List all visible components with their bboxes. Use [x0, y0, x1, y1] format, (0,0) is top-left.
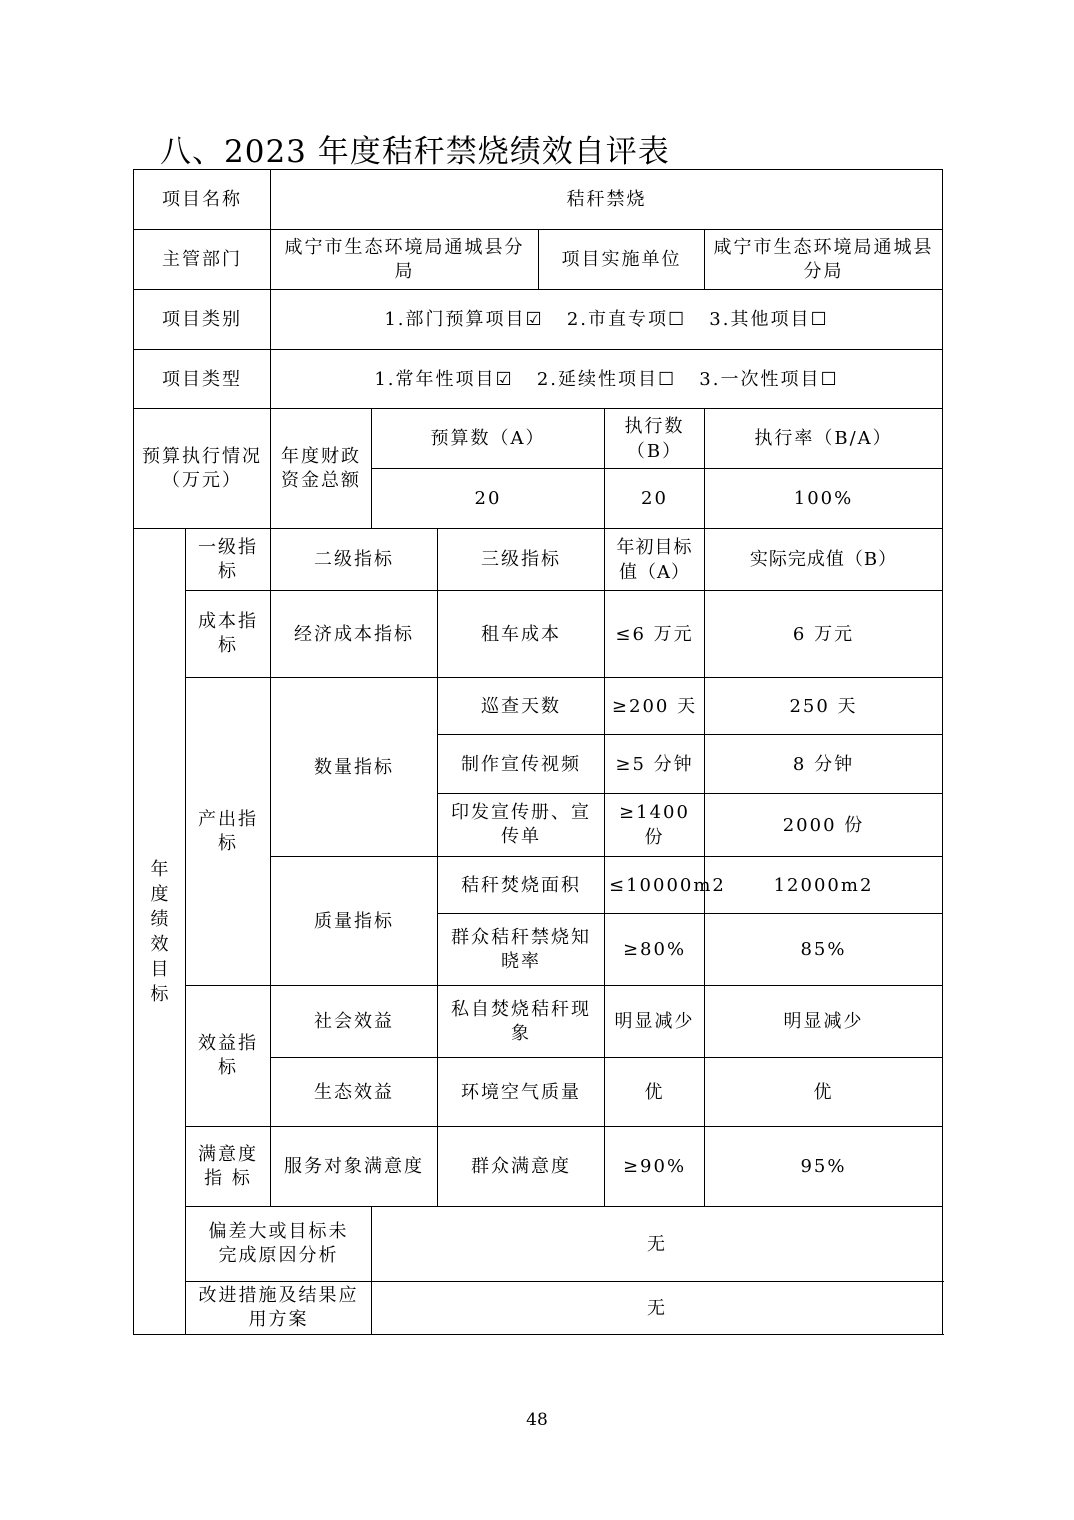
goals-side-label: [134, 529, 186, 1335]
benefit-level3: 环境空气质量: [438, 1058, 605, 1127]
dept-value: 咸宁市生态环境局通城县分局: [271, 230, 539, 290]
budget-col-b: 执行数（B）: [605, 409, 705, 469]
budget-col-rate: 执行率（B/A）: [705, 409, 943, 469]
benefit-level3: 私自焚烧秸秆现象: [438, 986, 605, 1058]
deviation-label: 偏差大或目标未完成原因分析: [186, 1207, 372, 1282]
goals-side-text: 年度绩效目标: [150, 858, 169, 1005]
unit-value: 咸宁市生态环境局通城县分局: [705, 230, 943, 290]
cost-level2: 经济成本指标: [271, 591, 438, 678]
header-actual: 实际完成值（B）: [705, 529, 943, 591]
budget-val-b: 20: [605, 469, 705, 529]
type-label: 项目类型: [134, 350, 271, 409]
quality-level3: 群众秸秆禁烧知晓率: [438, 914, 605, 986]
satisfaction-level2: 服务对象满意度: [271, 1127, 438, 1207]
output-level1: 产出指标: [186, 678, 271, 986]
page-number: 48: [526, 1410, 548, 1430]
budget-total-label: 年度财政资金总额: [271, 409, 372, 529]
quantity-target: ≥5 分钟: [605, 735, 705, 794]
category-label: 项目类别: [134, 290, 271, 350]
benefit-level2: 社会效益: [271, 986, 438, 1058]
project-name-label: 项目名称: [134, 170, 271, 230]
cost-level1: 成本指标: [186, 591, 271, 678]
quantity-level3: 制作宣传视频: [438, 735, 605, 794]
quality-actual: 12000m2: [705, 857, 943, 914]
quantity-level3: 印发宣传册、宣传单: [438, 794, 605, 857]
quantity-actual: 250 天: [705, 678, 943, 735]
project-name-value: 秸秆禁烧: [271, 170, 943, 230]
budget-val-rate: 100%: [705, 469, 943, 529]
satisfaction-level3: 群众满意度: [438, 1127, 605, 1207]
quantity-target: ≥1400 份: [605, 794, 705, 857]
satisfaction-actual: 95%: [705, 1127, 943, 1207]
benefit-level1: 效益指标: [186, 986, 271, 1127]
satisfaction-target: ≥90%: [605, 1127, 705, 1207]
header-level2: 二级指标: [271, 529, 438, 591]
cost-actual: 6 万元: [705, 591, 943, 678]
budget-label: 预算执行情况（万元）: [134, 409, 271, 529]
quantity-level3: 巡查天数: [438, 678, 605, 735]
quality-actual: 85%: [705, 914, 943, 986]
budget-col-a: 预算数（A）: [372, 409, 605, 469]
quality-level3: 秸秆焚烧面积: [438, 857, 605, 914]
dept-label: 主管部门: [134, 230, 271, 290]
category-value: 1.部门预算项目☑ 2.市直专项☐ 3.其他项目☐: [271, 290, 943, 350]
cost-target: ≤6 万元: [605, 591, 705, 678]
quality-target: ≤10000m2: [605, 857, 705, 914]
performance-table: [133, 169, 943, 1335]
page-title: 八、2023 年度秸秆禁烧绩效自评表: [160, 134, 670, 170]
quantity-level2: 数量指标: [271, 678, 438, 857]
benefit-target: 明显减少: [605, 986, 705, 1058]
budget-val-a: 20: [372, 469, 605, 529]
benefit-target: 优: [605, 1058, 705, 1127]
quality-level2: 质量指标: [271, 857, 438, 986]
deviation-value: 无: [372, 1207, 943, 1282]
header-target: 年初目标值（A）: [605, 529, 705, 591]
improvement-value: 无: [372, 1282, 943, 1335]
cost-level3: 租车成本: [438, 591, 605, 678]
header-level3: 三级指标: [438, 529, 605, 591]
quantity-actual: 2000 份: [705, 794, 943, 857]
quantity-target: ≥200 天: [605, 678, 705, 735]
quantity-actual: 8 分钟: [705, 735, 943, 794]
improvement-label: 改进措施及结果应用方案: [186, 1282, 372, 1335]
satisfaction-level1: 满意度指 标: [186, 1127, 271, 1207]
benefit-actual: 优: [705, 1058, 943, 1127]
unit-label: 项目实施单位: [539, 230, 705, 290]
benefit-actual: 明显减少: [705, 986, 943, 1058]
header-level1: 一级指标: [186, 529, 271, 591]
quality-target: ≥80%: [605, 914, 705, 986]
type-value: 1.常年性项目☑ 2.延续性项目☐ 3.一次性项目☐: [271, 350, 943, 409]
benefit-level2: 生态效益: [271, 1058, 438, 1127]
